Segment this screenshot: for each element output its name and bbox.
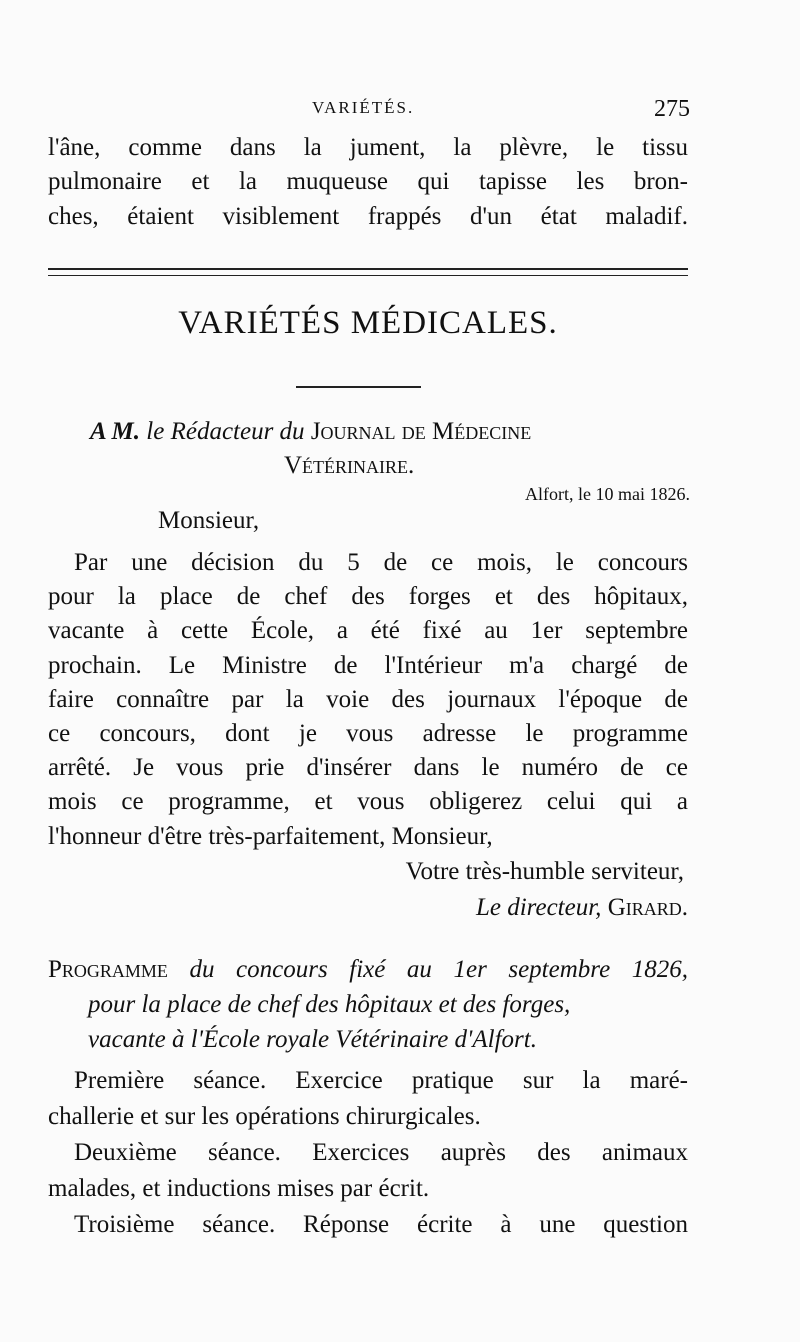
letter-closing: Votre très-humble serviteur, bbox=[405, 858, 684, 885]
journal-name: Journal de Médecine bbox=[310, 418, 532, 445]
program-heading bbox=[48, 952, 688, 1057]
letter-body bbox=[48, 546, 688, 854]
text-line: ce concours, dont je vous adresse le programme bbox=[48, 720, 688, 748]
letter-signature bbox=[48, 894, 688, 922]
text-line: l'honneur d'être très-parfaitement, Monsieur, bbox=[48, 822, 493, 850]
text-line: faire connaître par la voie des journaux l'époque de bbox=[48, 685, 688, 713]
program-line-3: vacante à l'École royale Vétérinaire d'Alfort. bbox=[88, 1026, 537, 1053]
text-line: Première séance. Exercice pratique sur la maré- bbox=[74, 1067, 688, 1094]
text-line: pulmonaire et la muqueuse qui tapisse les bron- bbox=[48, 168, 688, 196]
page-header bbox=[50, 96, 690, 126]
program-line-2: pour la place de chef des hôpitaux et des forges, bbox=[88, 991, 571, 1018]
title-underline bbox=[296, 386, 421, 388]
program-label: Programme bbox=[48, 956, 168, 983]
text-line: challerie et sur les opérations chirurgicales. bbox=[48, 1103, 481, 1130]
text-line: vacante à cette École, a été fixé au 1er septembre bbox=[48, 617, 688, 645]
seances-list bbox=[48, 1063, 688, 1243]
text-line: ches, étaient visiblement frappés d'un état maladif. bbox=[48, 202, 688, 230]
address-line-2 bbox=[284, 452, 584, 480]
letter-salutation: Monsieur, bbox=[158, 507, 260, 534]
intro-paragraph bbox=[48, 131, 688, 234]
letter-date: Alfort, le 10 mai 1826. bbox=[525, 484, 690, 504]
program-title: du concours fixé au 1er septembre 1826, bbox=[189, 956, 688, 983]
text-line: pour la place de chef des forges et des hôpitaux, bbox=[48, 583, 688, 611]
section-divider-thin bbox=[48, 275, 688, 276]
signature-name: Girard. bbox=[607, 894, 688, 921]
page-number: 275 bbox=[654, 96, 690, 122]
section-divider bbox=[48, 268, 688, 270]
address-prefix: A M. bbox=[90, 418, 141, 445]
text-line: malades, et inductions mises par écrit. bbox=[48, 1175, 430, 1202]
text-line: Deuxième séance. Exercices auprès des animaux bbox=[74, 1139, 688, 1166]
address-recipient: le Rédacteur du bbox=[146, 418, 305, 445]
text-line: prochain. Le Ministre de l'Intérieur m'a chargé de bbox=[48, 651, 688, 679]
text-line: Par une décision du 5 de ce mois, le concours bbox=[74, 549, 688, 576]
running-title: VARIÉTÉS. bbox=[312, 98, 415, 117]
text-line: l'âne, comme dans la jument, la plèvre, le tissu bbox=[48, 134, 688, 161]
text-line: mois ce programme, et vous obligerez celui qui a bbox=[48, 788, 688, 816]
text-line: Troisième séance. Réponse écrite à une question bbox=[74, 1211, 688, 1238]
signature-title: Le directeur, bbox=[475, 894, 602, 921]
program-line-1 bbox=[48, 952, 688, 987]
address-line-1 bbox=[90, 418, 690, 446]
section-title: VARIÉTÉS MÉDICALES. bbox=[178, 305, 558, 341]
journal-name-end: Vétérinaire. bbox=[284, 452, 415, 479]
text-line: arrêté. Je vous prie d'insérer dans le numéro de ce bbox=[48, 754, 688, 782]
